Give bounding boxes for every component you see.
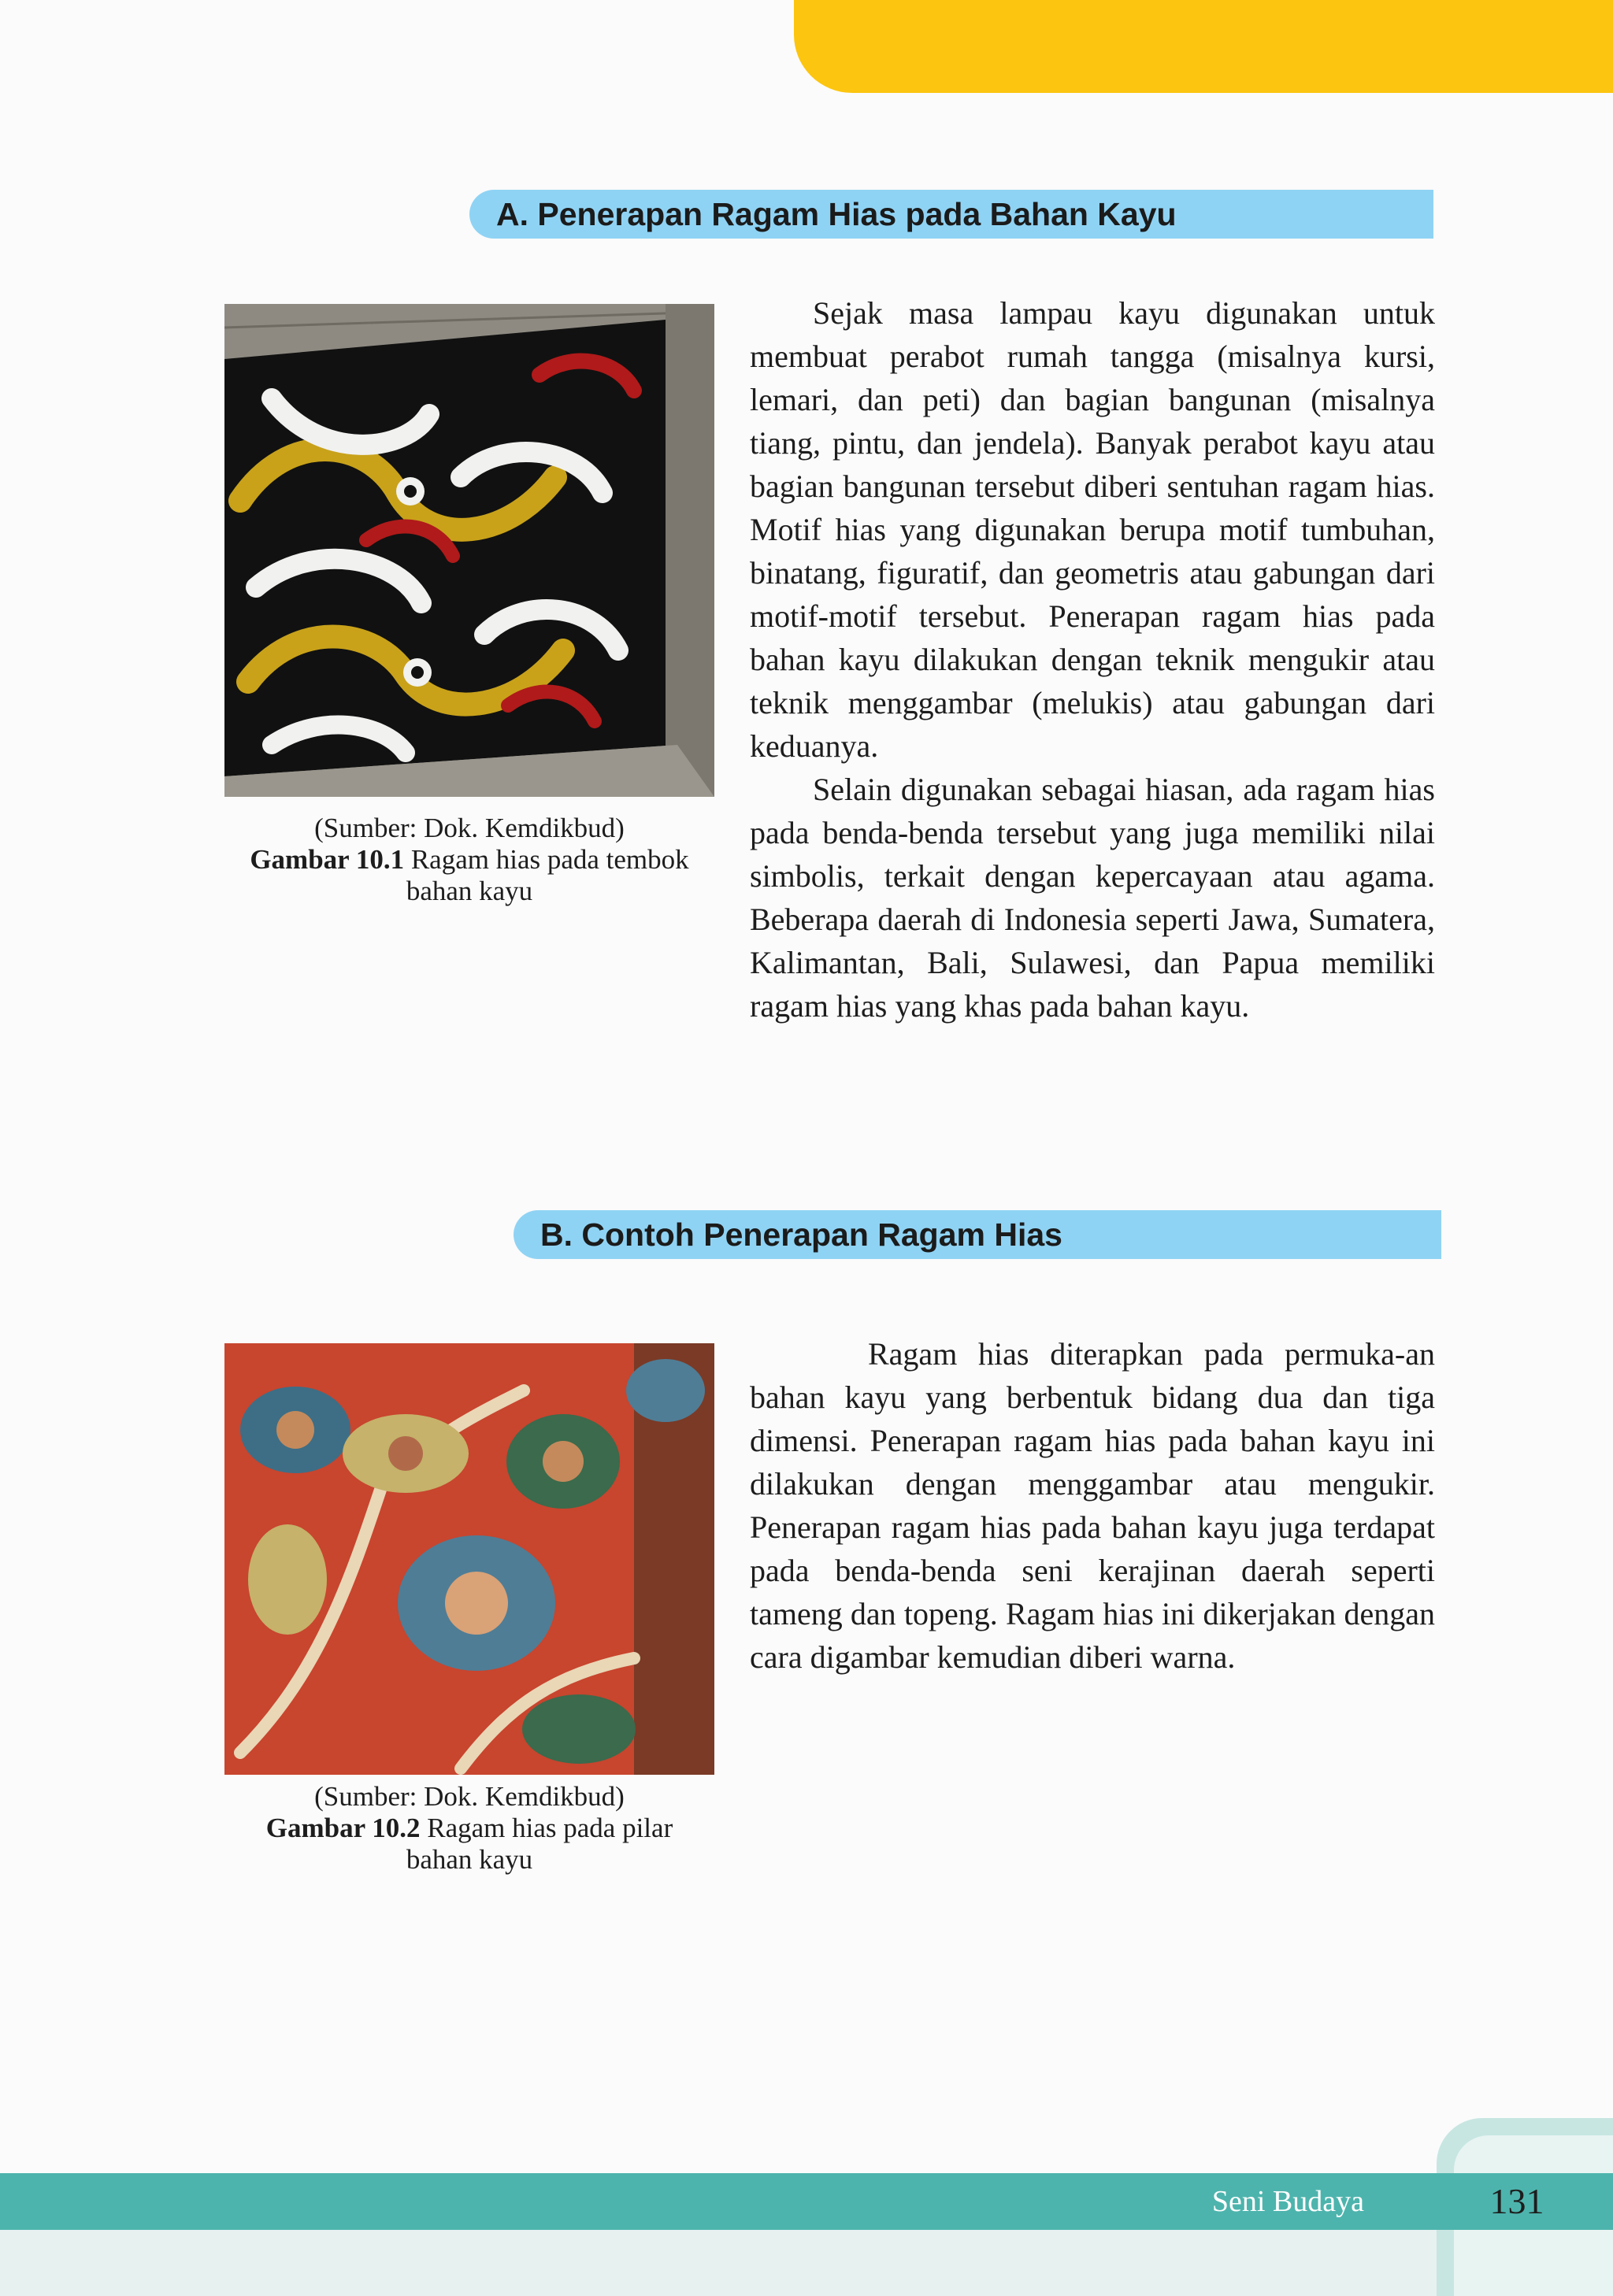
figure-10-1-caption	[198, 813, 740, 907]
figure-10-2-photo	[224, 1343, 714, 1775]
paragraph: Selain digunakan sebagai hiasan, ada ragam hias pada benda-benda tersebut yang juga memiliki nilai simbolis, terkait dengan kepercayaan atau agama. Beberapa daerah di Indonesia seperti Jawa, Sumatera, Kalimantan, Bali, Sulawesi, dan Papua memiliki ragam hias yang khas pada bahan kayu.	[750, 772, 1435, 1024]
figure-caption-text-line2: bahan kayu	[406, 1844, 533, 1875]
footer-bar	[0, 2173, 1613, 2230]
paragraph: Ragam hias diterapkan pada permuka-an bahan kayu yang berbentuk bidang dua dan tiga dimensi. Penerapan ragam hias pada bahan kayu ini dilakukan dengan menggambar atau mengukir. Penerapan ragam hias pada bahan kayu juga terdapat pada benda-benda seni kerajinan daerah seperti tameng dan topeng. Ragam hias ini dikerjakan dengan cara digambar kemudian diberi warna.	[750, 1336, 1435, 1675]
figure-caption-text-line2: bahan kayu	[406, 876, 533, 906]
figure-10-2-caption	[198, 1781, 740, 1876]
section-b-body	[750, 1332, 1435, 1679]
figure-source: (Sumber: Dok. Kemdikbud)	[314, 813, 625, 843]
page-number: 131	[1489, 2181, 1544, 2221]
footer-pattern-strip	[0, 2230, 1613, 2296]
corner-accent-tab	[794, 0, 1613, 93]
footer-book-title: Seni Budaya	[1211, 2185, 1364, 2218]
figure-caption-text: Ragam hias pada tembok	[404, 844, 689, 875]
section-a-heading: A. Penerapan Ragam Hias pada Bahan Kayu	[496, 196, 1177, 232]
section-b-heading: B. Contoh Penerapan Ragam Hias	[540, 1217, 1062, 1253]
figure-label: Gambar 10.2	[265, 1813, 421, 1843]
figure-label: Gambar 10.1	[250, 844, 405, 875]
figure-10-1-photo	[224, 304, 714, 797]
paragraph: Sejak masa lampau kayu digunakan untuk membuat perabot rumah tangga (misalnya kursi, lemari, dan peti) dan bagian bangunan (misalnya tiang, pintu, dan jendela). Banyak perabot kayu atau bagian bangunan tersebut diberi sentuhan ragam hias. Motif hias yang digunakan berupa motif tumbuhan, binatang, figuratif, dan geometris atau gabungan dari motif-motif tersebut. Penerapan ragam hias pada bahan kayu dilakukan dengan teknik mengukir atau teknik menggambar (melukis) atau gabungan dari keduanya.	[750, 295, 1435, 764]
figure-caption-text: Ragam hias pada pilar	[420, 1813, 673, 1843]
section-a-body	[750, 291, 1435, 1028]
figure-source: (Sumber: Dok. Kemdikbud)	[314, 1781, 625, 1812]
